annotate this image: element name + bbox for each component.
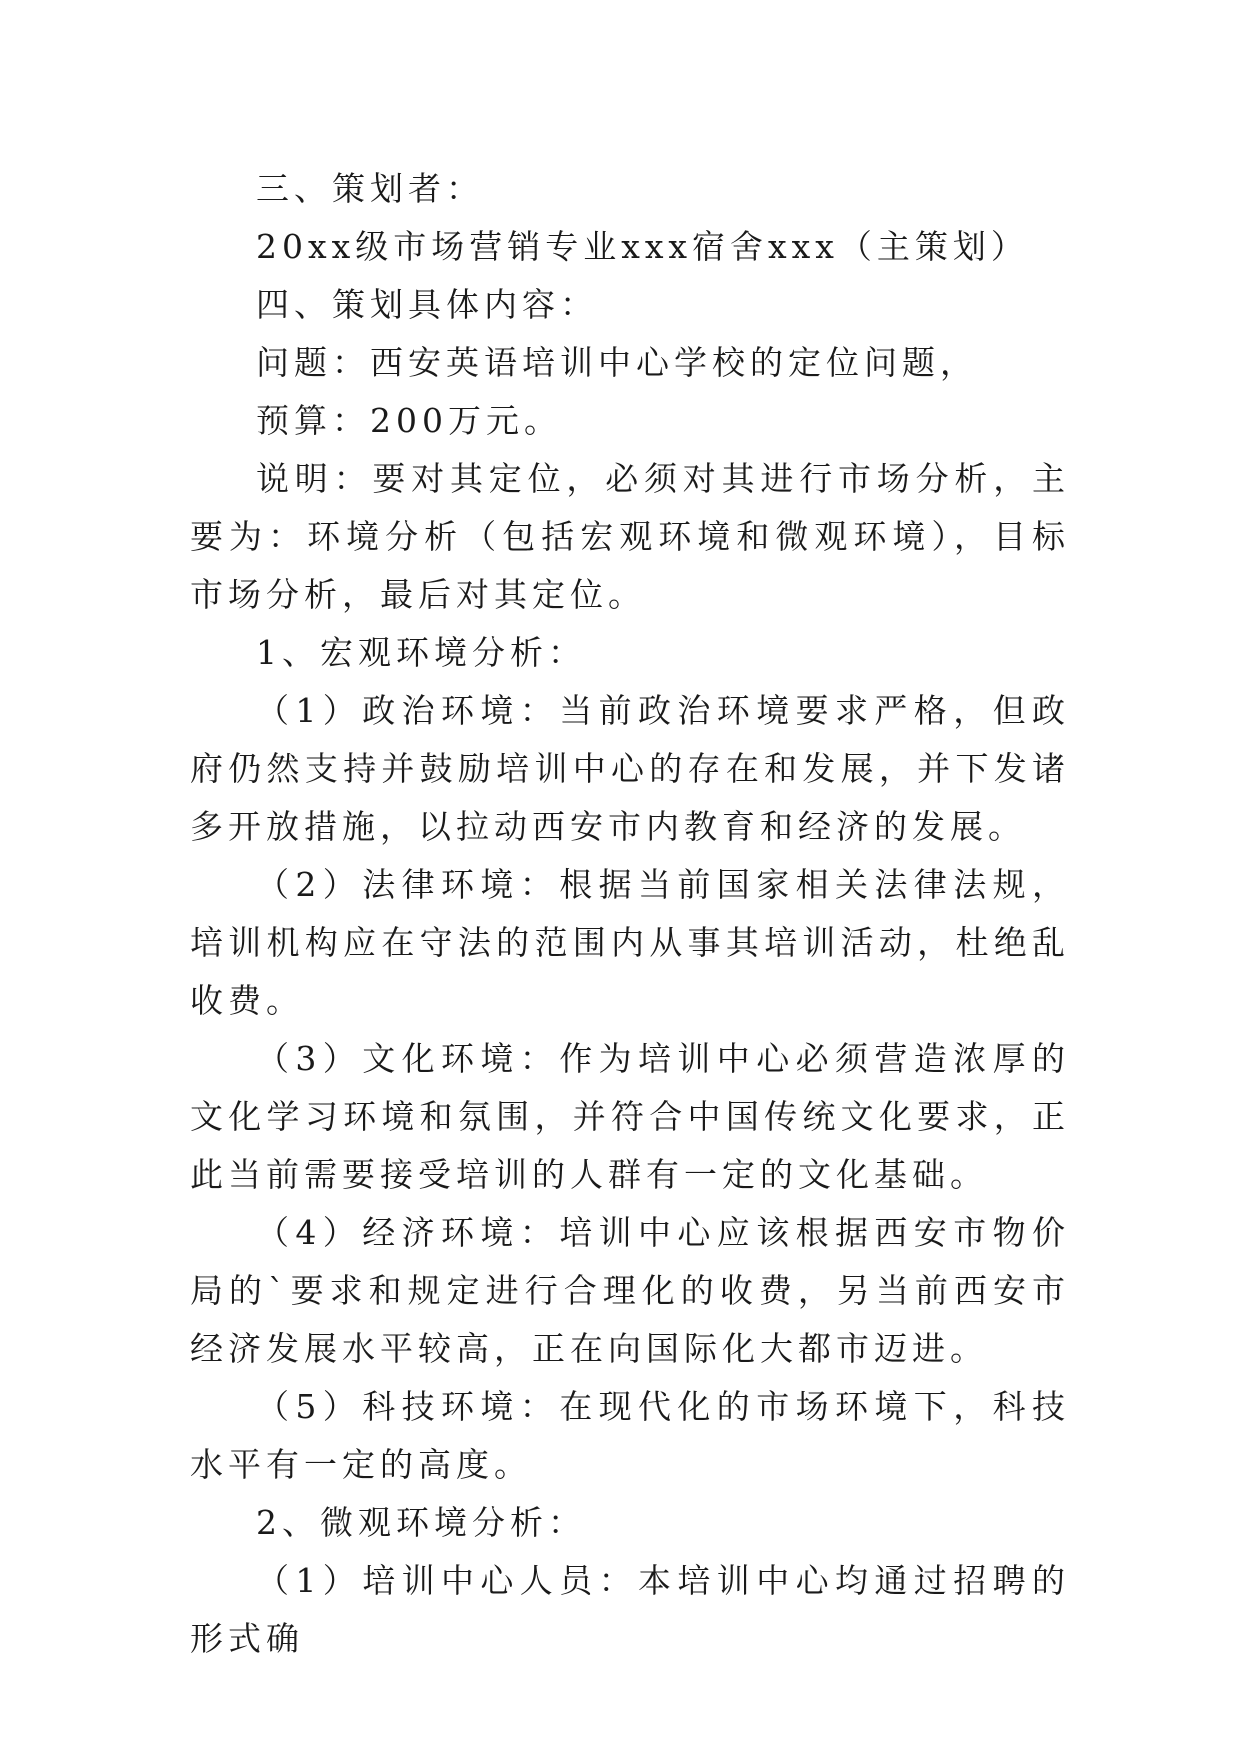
tech-environment-paragraph: （5）科技环境：在现代化的市场环境下，科技水平有一定的高度。 — [190, 1387, 1070, 1484]
heading-micro-analysis: 2、微观环境分析： — [256, 1503, 586, 1542]
heading-macro-analysis: 1、宏观环境分析： — [256, 633, 586, 672]
problem-line: 问题：西安英语培训中心学校的定位问题， — [256, 343, 978, 382]
heading-planner: 三、策划者： — [256, 169, 484, 208]
cultural-environment-paragraph: （3）文化环境：作为培训中心必须营造浓厚的文化学习环境和氛围，并符合中国传统文化要求，正此当前需要接受培训的人群有一定的文化基础。 — [190, 1039, 1070, 1194]
political-environment-paragraph: （1）政治环境：当前政治环境要求严格，但政府仍然支持并鼓励培训中心的存在和发展，并下发诸多开放措施，以拉动西安市内教育和经济的发展。 — [190, 691, 1070, 846]
economic-environment-paragraph: （4）经济环境：培训中心应该根据西安市物价局的`要求和规定进行合理化的收费，另当前西安市经济发展水平较高，正在向国际化大都市迈进。 — [190, 1213, 1070, 1368]
staff-paragraph: （1）培训中心人员：本培训中心均通过招聘的形式确 — [190, 1561, 1070, 1658]
heading-plan-content: 四、策划具体内容： — [256, 285, 598, 324]
legal-environment-paragraph: （2）法律环境：根据当前国家相关法律法规，培训机构应在守法的范围内从事其培训活动，杜绝乱收费。 — [190, 865, 1070, 1020]
document-body — [190, 160, 1070, 1668]
planner-info: 20xx级市场营销专业xxx宿舍xxx（主策划） — [256, 227, 1029, 266]
budget-line: 预算：200万元。 — [256, 401, 562, 440]
explanation-paragraph: 说明：要对其定位，必须对其进行市场分析，主要为：环境分析（包括宏观环境和微观环境），目标市场分析，最后对其定位。 — [190, 459, 1070, 614]
